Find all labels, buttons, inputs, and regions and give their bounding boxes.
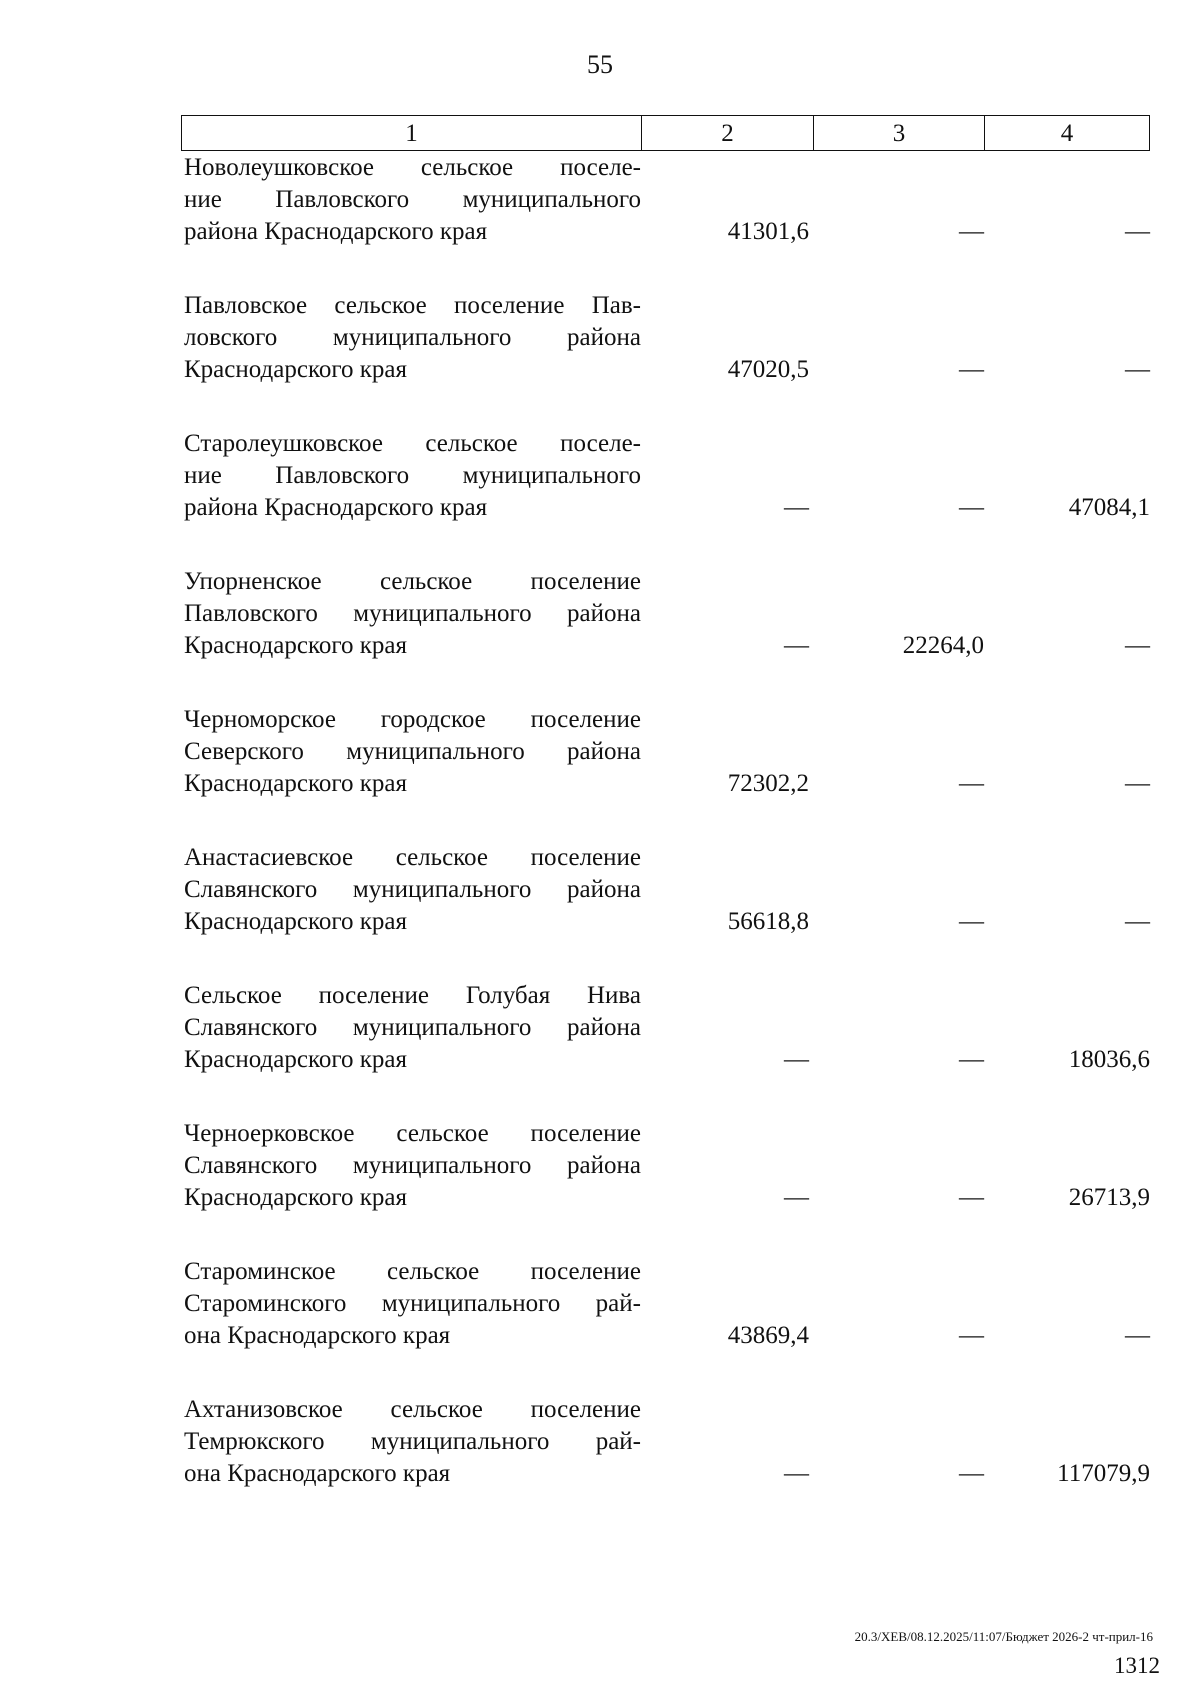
settlement-name-line: Павловского муниципального района: [184, 600, 641, 627]
settlement-name-line: Краснодарского края: [184, 356, 407, 383]
value-col-3: —: [959, 908, 984, 935]
table-row: [181, 1256, 1150, 1394]
table-row: [181, 290, 1150, 428]
value-col-4: —: [1125, 770, 1150, 797]
value-col-4: 26713,9: [1068, 1184, 1150, 1211]
value-col-2: —: [784, 494, 809, 521]
settlement-name-line: ние Павловского муниципального: [184, 186, 641, 213]
settlement-name: [184, 842, 641, 938]
settlement-name: [184, 1256, 641, 1352]
value-col-4: 47084,1: [1068, 494, 1150, 521]
footer-page-number: 1312: [1114, 1653, 1160, 1678]
table-row: [181, 566, 1150, 704]
settlement-name: [184, 704, 641, 800]
table-row: [181, 704, 1150, 842]
value-col-4: —: [1125, 632, 1150, 659]
settlement-name-line: ловского муниципального района: [184, 324, 641, 351]
value-col-2: —: [784, 1460, 809, 1487]
settlement-name-line: Северского муниципального района: [184, 738, 641, 765]
value-col-2: 47020,5: [727, 356, 809, 383]
value-col-3: —: [959, 770, 984, 797]
settlement-name: [184, 428, 641, 524]
value-col-2: —: [784, 1184, 809, 1211]
value-col-2: 56618,8: [727, 908, 809, 935]
settlement-name-line: Краснодарского края: [184, 632, 407, 659]
table-row: [181, 980, 1150, 1118]
settlement-name-line: она Краснодарского края: [184, 1322, 451, 1349]
value-col-4: 18036,6: [1068, 1046, 1150, 1073]
settlement-name-line: Староминское сельское поселение: [184, 1258, 641, 1285]
column-header-1: 1: [182, 116, 642, 150]
settlement-name: [184, 566, 641, 662]
value-col-4: —: [1125, 908, 1150, 935]
settlement-name: [184, 290, 641, 386]
value-col-2: 41301,6: [727, 218, 809, 245]
column-header-3: 3: [814, 116, 985, 150]
settlement-name-line: Краснодарского края: [184, 1184, 407, 1211]
table-body: [181, 152, 1150, 1532]
settlement-name-line: Краснодарского края: [184, 908, 407, 935]
document-code: 20.3/ХЕВ/08.12.2025/11:07/Бюджет 2026-2 чт-прил-16: [854, 1629, 1153, 1644]
settlement-name-line: Черноерковское сельское поселение: [184, 1120, 641, 1147]
settlement-name: [184, 152, 641, 248]
table-row: [181, 1118, 1150, 1256]
table-header: [181, 115, 1150, 151]
value-col-3: —: [959, 1184, 984, 1211]
value-col-3: —: [959, 218, 984, 245]
value-col-2: —: [784, 632, 809, 659]
settlement-name: [184, 1394, 641, 1490]
settlement-name-line: Краснодарского края: [184, 1046, 407, 1073]
value-col-2: —: [784, 1046, 809, 1073]
value-col-2: 43869,4: [727, 1322, 809, 1349]
settlement-name-line: Сельское поселение Голубая Нива: [184, 982, 641, 1009]
table-row: [181, 428, 1150, 566]
settlement-name: [184, 980, 641, 1076]
value-col-4: —: [1125, 1322, 1150, 1349]
page-number: 55: [587, 50, 613, 79]
column-header-4: 4: [1060, 120, 1074, 147]
settlement-name-line: ние Павловского муниципального: [184, 462, 641, 489]
value-col-4: —: [1125, 356, 1150, 383]
settlement-name-line: Староминского муниципального рай-: [184, 1290, 641, 1317]
table-row: [181, 842, 1150, 980]
settlement-name-line: Павловское сельское поселение Пав-: [184, 292, 641, 319]
value-col-3: —: [959, 1460, 984, 1487]
settlement-name-line: района Краснодарского края: [184, 218, 488, 245]
value-col-3: —: [959, 356, 984, 383]
settlement-name-line: она Краснодарского края: [184, 1460, 451, 1487]
settlement-name-line: Анастасиевское сельское поселение: [184, 844, 641, 871]
value-col-4: —: [1125, 218, 1150, 245]
settlement-name-line: Краснодарского края: [184, 770, 407, 797]
settlement-name-line: Славянского муниципального района: [184, 1014, 641, 1041]
value-col-4: 117079,9: [1057, 1460, 1150, 1487]
value-col-3: —: [959, 494, 984, 521]
value-col-3: —: [959, 1046, 984, 1073]
settlement-name-line: Упорненское сельское поселение: [184, 568, 641, 595]
settlement-name-line: Новолеушковское сельское поселе-: [184, 154, 641, 181]
table-row: [181, 152, 1150, 290]
settlement-name-line: Старолеушковское сельское поселе-: [184, 430, 641, 457]
settlement-name-line: Черноморское городское поселение: [184, 706, 641, 733]
settlement-name-line: Славянского муниципального района: [184, 876, 641, 903]
table-row: [181, 1394, 1150, 1532]
value-col-2: 72302,2: [727, 770, 809, 797]
settlement-name-line: Темрюкского муниципального рай-: [184, 1428, 641, 1455]
settlement-name-line: Славянского муниципального района: [184, 1152, 641, 1179]
value-col-3: —: [959, 1322, 984, 1349]
settlement-name-line: района Краснодарского края: [184, 494, 488, 521]
value-col-3: 22264,0: [902, 632, 984, 659]
column-header-2: 2: [642, 116, 814, 150]
settlement-name-line: Ахтанизовское сельское поселение: [184, 1396, 641, 1423]
settlement-name: [184, 1118, 641, 1214]
